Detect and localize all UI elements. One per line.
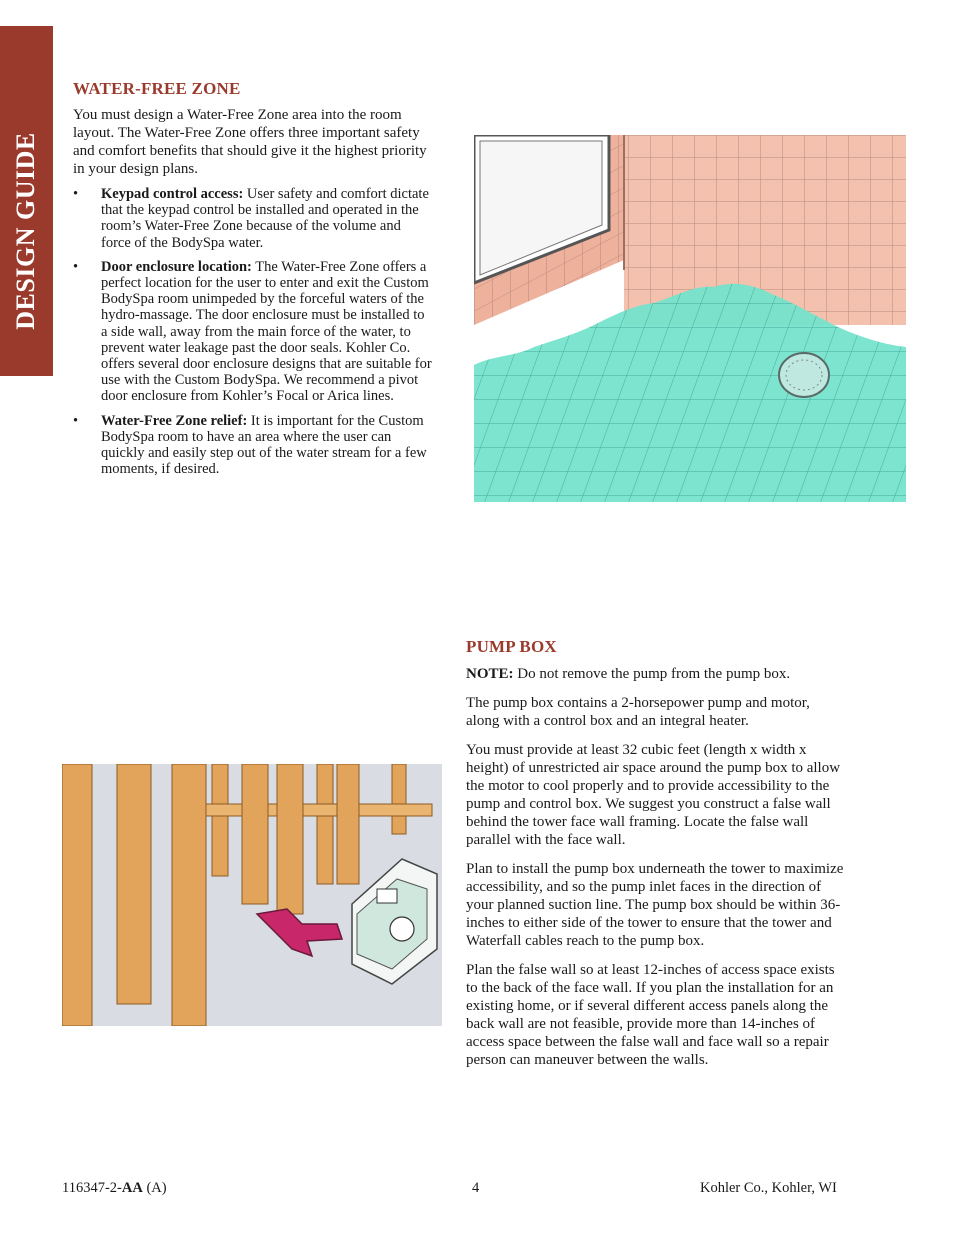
bullet-text: The Water-Free Zone offers a perfect location for the user to enter and exit the Custom BodySpa room unimpeded by the forceful waters of the hydro-massage. The door enclosure must be installed to a side wall, away from the main force of the water, to prevent water leakage past the door seals. Kohler Co. offers several door enclosure designs that are suitable for use with the Custom BodySpa. We recommend a pivot door enclosure from Kohler’s Focal or Arica lines.: [101, 258, 432, 405]
bullet-item: [73, 413, 433, 478]
pump-box-text: [466, 665, 844, 1080]
pump-box-paragraph: Plan to install the pump box underneath the tower to maximize accessibility, and so the pump inlet faces in the direction of your planned suction line. The pump box should be within 36-inches to either side of the tower to ensure that the tower and Waterfall cables reach to the pump box.: [466, 861, 844, 949]
document-number: [62, 1180, 167, 1197]
pump-box-paragraph: The pump box contains a 2-horsepower pump and motor, along with a control box and an integral heater.: [466, 695, 810, 729]
shower-room-illustration: [474, 135, 906, 502]
bullet-item: [73, 259, 433, 405]
pump-box-note: [466, 665, 844, 683]
pump-box-paragraph: Plan the false wall so at least 12-inches of access space exists to the back of the face wall. If you plan the installation for an existing home, or if several different access panels along the back wall are not feasible, provide more than 14-inches of access space between the false wall and face wall so a repair person can maneuver between the walls.: [466, 962, 835, 1068]
pump-box-heading: PUMP BOX: [466, 637, 557, 656]
water-free-zone-heading: WATER-FREE ZONE: [73, 79, 241, 98]
note-text: Do not remove the pump from the pump box.: [513, 666, 791, 682]
side-tab-label: DESIGN GUIDE: [11, 132, 40, 330]
bullet-text: It is important for the Custom BodySpa room to have an area where the user can quickly and easily step out of the water stream for a few moments, if desired.: [101, 412, 427, 478]
bullet-dot: •: [73, 412, 79, 429]
bullet-bold: Water-Free Zone relief:: [101, 412, 248, 429]
water-free-zone-intro: You must design a Water-Free Zone area into the room layout. The Water-Free Zone offers three important safety and comfort benefits that should give it the highest priority in your design plans.: [73, 107, 427, 177]
bullet-text: User safety and comfort dictate that the keypad control be installed and operated in the room’s Water-Free Zone because of the volume and force of the BodySpa water.: [101, 186, 429, 251]
pump-box-paragraph: You must provide at least 32 cubic feet (length x width x height) of unrestricted air space around the pump box to allow the motor to cool properly and to provide accessibility to the pump and control box. We suggest you construct a false wall behind the tower face wall framing. Locate the false wall parallel with the face wall.: [466, 742, 841, 848]
bullet-dot: •: [73, 186, 79, 202]
doc-bold: AA: [121, 1180, 143, 1196]
bullet-bold: Door enclosure location:: [101, 258, 252, 275]
page-number: 4: [472, 1180, 480, 1196]
side-tab: [0, 26, 53, 376]
doc-prefix: 116347-2-: [62, 1180, 122, 1196]
bullet-bold: Keypad control access:: [101, 186, 244, 202]
pump-box-framing-illustration: [62, 764, 442, 1026]
bullet-item: [73, 186, 433, 251]
bullet-dot: •: [73, 258, 79, 275]
note-label: NOTE:: [466, 666, 514, 682]
doc-suffix: (A): [142, 1180, 167, 1196]
company-name: Kohler Co., Kohler, WI: [700, 1180, 837, 1196]
water-free-zone-bullets: [73, 186, 433, 485]
